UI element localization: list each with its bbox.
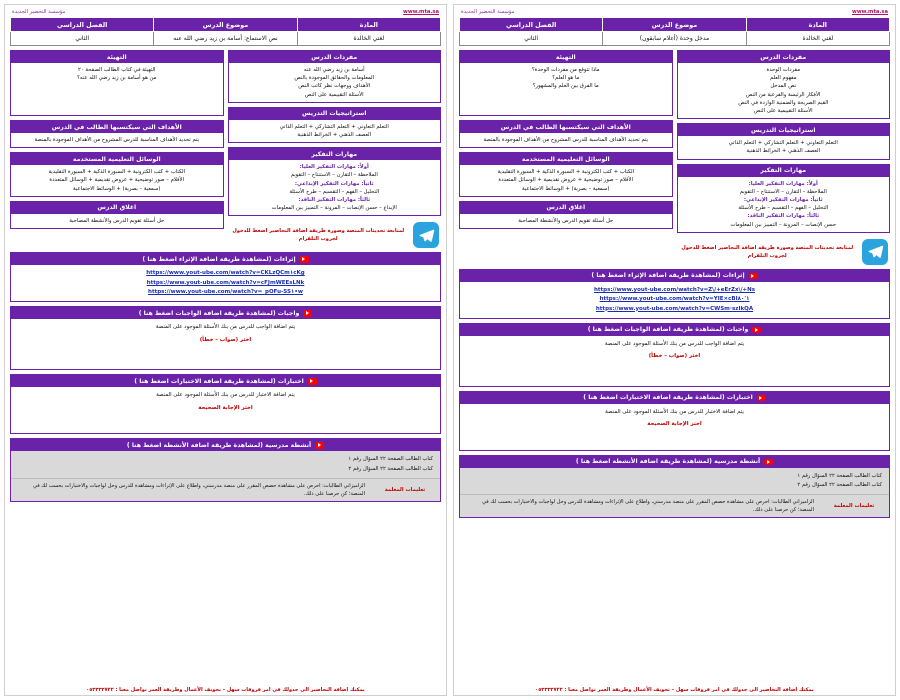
- line: الأفكار الرئيسة والفرعية من النص: [746, 91, 821, 98]
- card-mufradat-2: [228, 50, 442, 103]
- card-tamheed-2: [10, 50, 224, 116]
- line: ثانياً: مهارات التفكير الإبداعي:: [294, 180, 374, 187]
- line: الأسئلة التقييمية على النص: [304, 91, 364, 98]
- card-body: [11, 63, 223, 115]
- table-header-row: [11, 18, 441, 32]
- telegram-icon[interactable]: [413, 222, 439, 248]
- line: وصورة طريقة اضافة التحاضير: [718, 244, 794, 251]
- lesson-sheet-2: [4, 4, 447, 696]
- card-title: الوسائل التعليمية المستخدمة: [11, 153, 223, 165]
- line: يتم تحديد الأهداف المناسبة للدرس المشروح من الأهداف الموجودة بالمنصة: [483, 137, 649, 143]
- line: ما الفرق بين العلم والمشهور؟: [532, 83, 599, 90]
- section-title-text: اختبارات (لمشاهدة طريقة اضافة الاختبارات اضغط هنا ): [134, 377, 304, 385]
- section-title[interactable]: [460, 270, 889, 282]
- footer-note-1: يمكنك اضافة التحاضير الى جدولك في امر فروقات سهل – تحويف الأعمال وطريقة العمر تواصل معنا : ٠٥٣٣٣٣٧٢٢: [535, 687, 814, 693]
- line: حل أسئلة تقويم الدرس والأنشطة المصاحبة: [518, 217, 614, 224]
- section-body: [460, 468, 889, 494]
- line: ماذا تتوقع من مفردات الوحدة؟: [531, 67, 600, 73]
- two-column-body-2: [10, 50, 441, 248]
- card-body: [229, 160, 441, 215]
- section-ikhtibarat-2: [10, 374, 441, 434]
- telegram-block-1[interactable]: [677, 237, 891, 265]
- card-title: مفردات الدرس: [229, 51, 441, 63]
- line: ثالثاً: مهارات التفكير الناقد:: [747, 213, 820, 220]
- sheet-header-1: [459, 8, 890, 17]
- td-term: الثاني: [460, 32, 603, 46]
- td-topic: مدخل وحدة (أعلام سابقون): [603, 32, 746, 46]
- youtube-icon: [764, 459, 773, 466]
- activity-row: كتاب الطالب الصفحة ٢٢ السؤال رقم ٢: [797, 481, 882, 488]
- line: العصف الذهني + الخرائط الذهنية: [297, 132, 372, 139]
- section-title-text: أنشطة مدرسية (لمشاهدة طريقة اضافة الأنشطة اضغط هنا ): [575, 458, 761, 466]
- teacher-note-1: [460, 494, 889, 517]
- td-term: الثاني: [11, 32, 154, 46]
- td-subject: لغتي الخالدة: [746, 32, 889, 46]
- section-title[interactable]: [11, 439, 440, 451]
- td-topic: نص الاستماع: أسامة بن زيد رضي الله عنه: [154, 32, 297, 46]
- th-term: الفصل الدراسي: [460, 18, 603, 32]
- enrichment-link[interactable]: https://www.yout-ube.com/watch?v=CWSm·szIkQA: [595, 305, 754, 312]
- telegram-text: [230, 227, 408, 243]
- section-title-text: اختبارات (لمشاهدة طريقة اضافة الاختبارات اضغط هنا ): [583, 394, 753, 402]
- note-text: الزاميزاتي الطالبات: احرص على مشاهدة حصص المقرر على منصة مدرستي، واطلاع على الإثراءات ومشاهدة للدرس وحل لواجبات والاختبارات بحسب لك في المنصة؛ كن حرصنا على ذلك.: [460, 494, 819, 517]
- section-title[interactable]: [460, 392, 889, 404]
- section-body: [460, 404, 889, 450]
- line: أولاً: مهارات التفكير العليا:: [299, 164, 369, 171]
- card-istratijiat-1: [677, 123, 891, 159]
- card-body: [678, 63, 890, 118]
- sheet-header-2: [10, 8, 441, 17]
- line: الإبداع – حسن الإنصات – المرونة – التمييز بين المعلومات: [271, 205, 397, 212]
- line: حسن الإنصات – المرونة – التمييز بين المعلومات: [730, 221, 837, 228]
- youtube-icon: [303, 310, 312, 317]
- card-title: مفردات الدرس: [678, 51, 890, 63]
- links-list: [16, 269, 435, 297]
- card-body: [460, 214, 672, 228]
- site-url[interactable]: www.mta.sa: [403, 9, 439, 15]
- line: (سمعية – بصرية) + الوسائط الاجتماعية: [522, 185, 610, 192]
- column-right-2: [228, 50, 442, 248]
- line: الأقلام – صور توضيحية + عروض تقديمية + الوسائل المتعددة: [498, 177, 634, 184]
- card-body: [460, 63, 672, 115]
- card-ahdaf-2: [10, 120, 224, 148]
- card-body: [678, 136, 890, 158]
- card-title: استراتيجيات التدريس: [678, 124, 890, 136]
- card-title: اغلاق الدرس: [460, 202, 672, 214]
- line: الأقلام – صور توضيحية + عروض تقديمية + الوسائل المتعددة: [49, 177, 185, 184]
- line: اضغط للدخول لجروب التلقرام: [681, 244, 787, 259]
- section-body: [11, 387, 440, 433]
- youtube-icon: [315, 442, 324, 449]
- card-body: [229, 120, 441, 142]
- links-list: [465, 286, 884, 314]
- line: حل أسئلة تقويم الدرس والأنشطة المصاحبة: [69, 217, 165, 224]
- line: الكتاب + كتب الكترونية + السبورة الذكية + السبورة التقليدية: [497, 169, 635, 176]
- section-title-text: أنشطة مدرسية (لمشاهدة طريقة اضافة الأنشطة اضغط هنا ): [126, 441, 312, 449]
- lesson-info-table-2: [10, 17, 441, 46]
- line: ثالثاً: مهارات التفكير الناقد:: [298, 197, 371, 204]
- card-wasail-1: [459, 152, 673, 197]
- line: أسامة بن زيد رضي الله عنه: [303, 67, 365, 73]
- line: لمتابعة تحديثات المنصة: [795, 244, 854, 251]
- line: لمتابعة تحديثات المنصة: [346, 228, 405, 235]
- answer-hint: اختر الإجابة الصحيحة: [647, 421, 702, 428]
- card-body: [229, 63, 441, 102]
- card-ahdaf-1: [459, 120, 673, 148]
- section-title-text: واجبات (لمشاهدة طريقة اضافة الواجبات اضغط هنا ): [138, 309, 300, 317]
- section-title-text: إثراءات (لمشاهدة طريقة اضافة الإثراء اضغط هنا ): [142, 255, 296, 263]
- youtube-icon: [752, 327, 761, 334]
- youtube-icon: [308, 378, 317, 385]
- section-ithraat-2: [10, 252, 441, 302]
- footer-note-2: يمكنك اضافة التحاضير الى جدولك في امر فروقات سهل – تحويف الأعمال وطريقة العمر تواصل معنا : ٠٥٣٣٣٣٧٢٢: [86, 687, 365, 693]
- section-title[interactable]: [11, 375, 440, 387]
- org-name: مؤسسة التحضير الجديدة: [12, 9, 66, 15]
- line: المعلومات والحقائق الموجودة بالنص: [294, 75, 375, 82]
- enrichment-link[interactable]: https://www.yout-ube.com/watch?v=CKLzQCm١cKg: [146, 270, 305, 277]
- line: يتم اضافة الاختبار للدرس من بنك الأسئلة الموجود على المنصة: [156, 392, 295, 399]
- telegram-icon[interactable]: [862, 239, 888, 265]
- column-right-1: [677, 50, 891, 265]
- line: القيم الصريحة والضمنية الواردة في النص: [738, 99, 829, 106]
- line: التحليل – الفهم – التقسيم – طرح الأسئلة: [738, 205, 829, 212]
- section-title[interactable]: [11, 307, 440, 319]
- enrichment-link[interactable]: https://www.yout-ube.com/watch?v=_pOFu-SS١•w: [148, 289, 303, 296]
- card-title: الأهداف التي سيكتسبها الطالب في الدرس: [11, 121, 223, 133]
- answer-hint: اختر (صواب – خطأ): [648, 353, 701, 360]
- note-label: تعليمات المعلمة: [819, 494, 889, 517]
- line: مفردات الوحدة: [766, 67, 801, 73]
- card-maharat-1: [677, 164, 891, 233]
- card-maharat-2: [228, 147, 442, 216]
- th-subject: المادة: [746, 18, 889, 32]
- section-body: [460, 336, 889, 386]
- section-body: [460, 282, 889, 318]
- card-body: [11, 133, 223, 147]
- th-topic: موضوع الدرس: [603, 18, 746, 32]
- enrichment-link[interactable]: https://www.yout-ube.com/watch?v=cFJmWEEsLNk: [146, 279, 305, 286]
- card-istratijiat-2: [228, 107, 442, 143]
- section-title[interactable]: [460, 456, 889, 468]
- line: من هو أسامة بن زيد رضي الله عنه؟: [77, 75, 157, 82]
- line: يتم اضافة الاختبار للدرس من بنك الأسئلة الموجود على المنصة: [605, 408, 744, 415]
- line: مفهوم العلم: [769, 75, 797, 82]
- note-label: تعليمات المعلمة: [370, 478, 440, 501]
- card-body: [11, 165, 223, 196]
- card-title: مهارات التفكير: [229, 148, 441, 160]
- card-title: التهيئة: [460, 51, 672, 63]
- card-mufradat-1: [677, 50, 891, 119]
- youtube-icon: [757, 395, 766, 402]
- activity-row: كتاب الطالب الصفحة ٢٢ السؤال رقم ١: [348, 456, 433, 463]
- line: (سمعية – بصرية) + الوسائط الاجتماعية: [73, 185, 161, 192]
- line: الأسئلة التقييمية على النص: [753, 108, 813, 115]
- telegram-text: [679, 244, 857, 260]
- section-title-text: واجبات (لمشاهدة طريقة اضافة الواجبات اضغط هنا ): [587, 326, 749, 334]
- line: الكتاب + كتب الكترونية + السبورة الذكية + السبورة التقليدية: [48, 169, 186, 176]
- table-row: [11, 32, 441, 46]
- section-body: [11, 319, 440, 369]
- line: التعلم التعاوني + التعلم التشاركي + التعلم الذاتي: [728, 140, 838, 147]
- site-url[interactable]: www.mta.sa: [852, 9, 888, 15]
- card-body: [11, 214, 223, 228]
- line: ما هو العلم؟: [552, 75, 580, 82]
- column-left-2: [10, 50, 224, 248]
- line: يتم تحديد الأهداف المناسبة للدرس المشروح من الأهداف الموجودة بالمنصة: [34, 137, 200, 143]
- section-title[interactable]: [460, 324, 889, 336]
- youtube-icon: [300, 256, 309, 263]
- card-ighlaq-2: [10, 201, 224, 229]
- card-body: [460, 133, 672, 147]
- table-header-row: [460, 18, 890, 32]
- line: التعلم التعاوني + التعلم التشاركي + التعلم الذاتي: [279, 123, 389, 130]
- line: الملاحظة – التقارن – الاستنتاج – التقويم: [739, 188, 827, 195]
- section-body: [11, 451, 440, 477]
- section-anshita-1: [459, 455, 890, 518]
- answer-hint: اختر الإجابة الصحيحة: [198, 404, 253, 411]
- card-title: مهارات التفكير: [678, 165, 890, 177]
- line: نص المدخل: [770, 83, 797, 90]
- card-title: الوسائل التعليمية المستخدمة: [460, 153, 672, 165]
- card-body: [678, 177, 890, 232]
- section-wajibat-2: [10, 306, 441, 370]
- td-subject: لغتي الخالدة: [297, 32, 440, 46]
- card-wasail-2: [10, 152, 224, 197]
- column-left-1: [459, 50, 673, 265]
- org-name: مؤسسة التحضير الجديدة: [461, 9, 515, 15]
- table-row: [460, 32, 890, 46]
- line: الأهداف ووجهات نظر كاتب النص: [298, 83, 371, 90]
- line: العصف الذهني + الخرائط الذهنية: [746, 148, 821, 155]
- two-column-body-1: [459, 50, 890, 265]
- line: الملاحظة – التقارن – الاستنتاج – التقويم: [290, 172, 378, 179]
- section-title[interactable]: [11, 253, 440, 265]
- card-body: [460, 165, 672, 196]
- lesson-sheet-1: [453, 4, 896, 696]
- telegram-block-2[interactable]: [228, 220, 442, 248]
- line: اضغط للدخول لجروب التلقرام: [232, 228, 338, 243]
- section-anshita-2: [10, 438, 441, 501]
- line: التهيئة في كتاب الطالب الصفحة ٢٠: [78, 67, 156, 73]
- card-title: التهيئة: [11, 51, 223, 63]
- line: أولاً: مهارات التفكير العليا:: [748, 180, 818, 187]
- th-subject: المادة: [297, 18, 440, 32]
- card-tamheed-1: [459, 50, 673, 116]
- card-title: اغلاق الدرس: [11, 202, 223, 214]
- th-term: الفصل الدراسي: [11, 18, 154, 32]
- activity-row: كتاب الطالب الصفحة ٢٢ السؤال رقم ١: [797, 472, 882, 479]
- section-body: [11, 265, 440, 301]
- note-text: الزاميزاتي الطالبات: احرص على مشاهدة حصص المقرر على منصة مدرستي، واطلاع على الإثراءات ومشاهدة للدرس وحل لواجبات والاختبارات بحسب لك في المنصة؛ كن حرصنا على ذلك.: [11, 478, 370, 501]
- activity-row: كتاب الطالب الصفحة ٢٢ السؤال رقم ٢: [348, 465, 433, 472]
- card-ighlaq-1: [459, 201, 673, 229]
- enrichment-link[interactable]: https://www.yout-ube.com/watch?v=Z\/+eErZx\/+Ns: [593, 286, 756, 293]
- lesson-info-table-1: [459, 17, 890, 46]
- section-title-text: إثراءات (لمشاهدة طريقة اضافة الإثراء اضغط هنا ): [591, 272, 745, 280]
- youtube-icon: [749, 273, 758, 280]
- section-ithraat-1: [459, 269, 890, 319]
- section-wajibat-1: [459, 323, 890, 387]
- teacher-note-2: [11, 478, 440, 501]
- line: ثانياً: مهارات التفكير الإبداعي:: [743, 197, 823, 204]
- section-ikhtibarat-1: [459, 391, 890, 451]
- answer-hint: اختر (صواب – خطأ): [199, 336, 252, 343]
- th-topic: موضوع الدرس: [154, 18, 297, 32]
- line: وصورة طريقة اضافة التحاضير: [269, 228, 345, 235]
- card-title: الأهداف التي سيكتسبها الطالب في الدرس: [460, 121, 672, 133]
- line: يتم اضافة الواجب للدرس من بنك الأسئلة الموجود على المنصة: [604, 340, 745, 347]
- enrichment-link[interactable]: https://www.yout-ube.com/watch?v=YIE×cBI١'٨٠: [599, 296, 750, 303]
- line: التحليل – الفهم – التقسيم – طرح الأسئلة: [289, 188, 380, 195]
- line: يتم اضافة الواجب للدرس من بنك الأسئلة الموجود على المنصة: [155, 324, 296, 331]
- card-title: استراتيجيات التدريس: [229, 108, 441, 120]
